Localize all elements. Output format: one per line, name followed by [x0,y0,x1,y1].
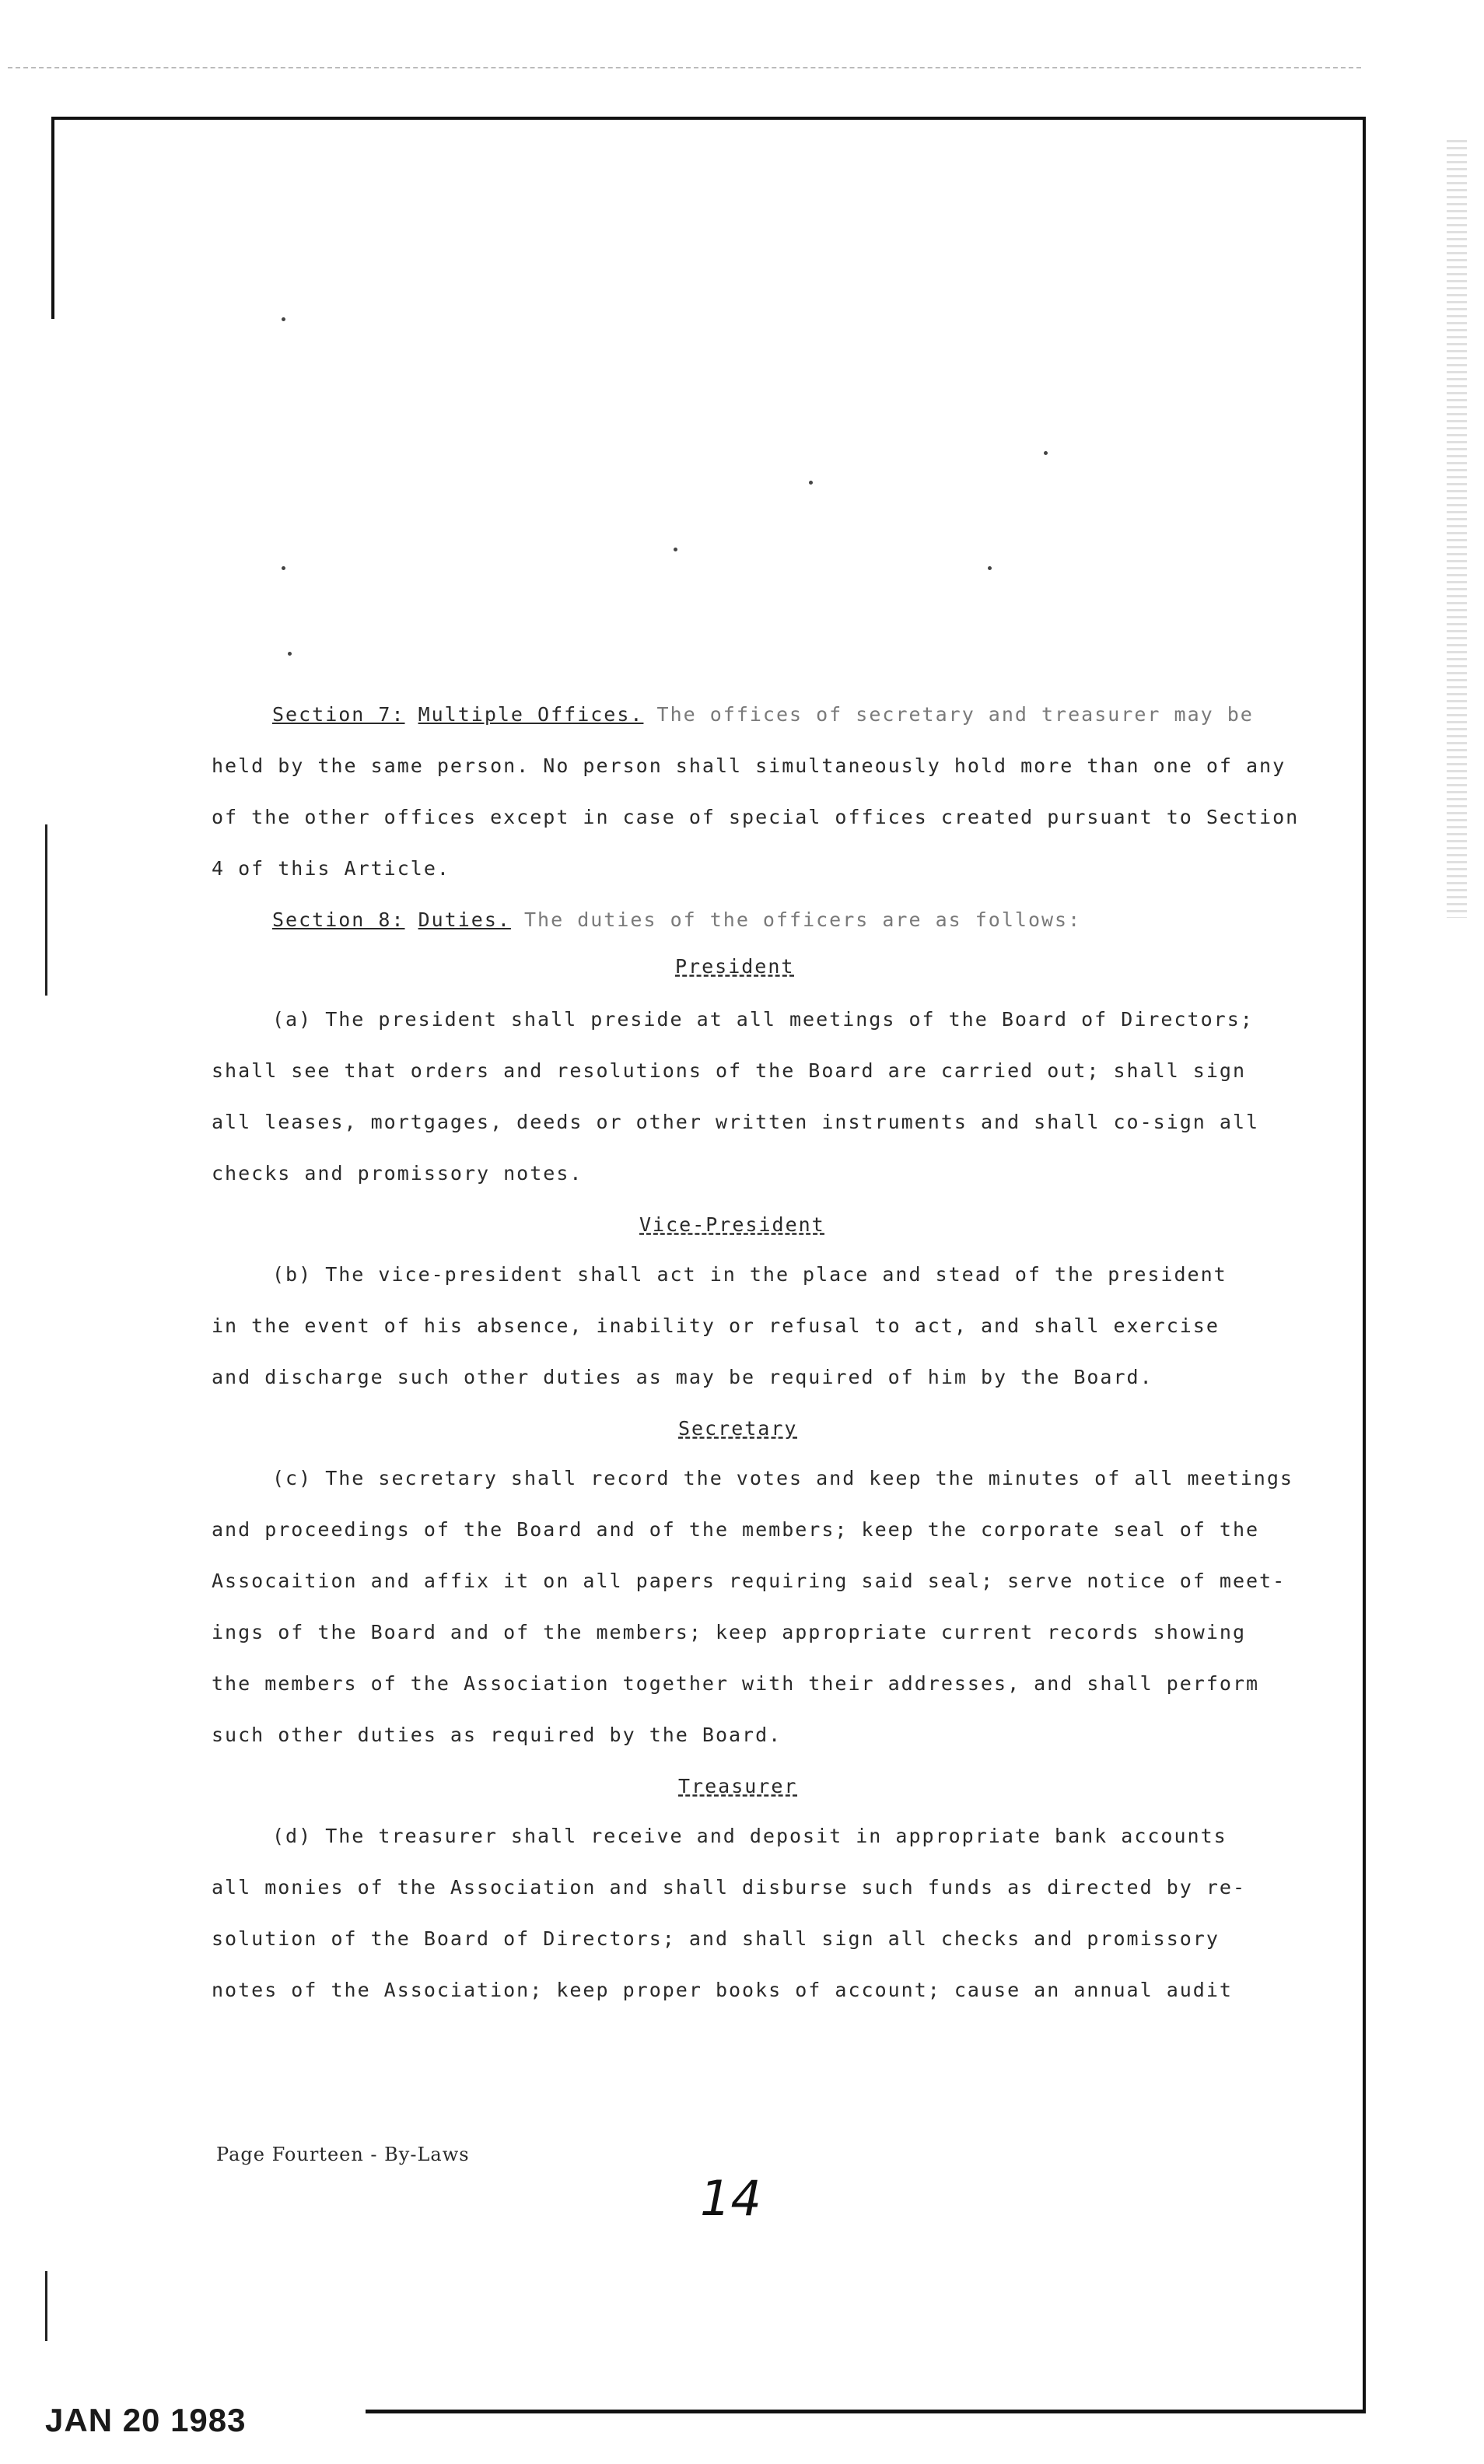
speck [282,317,285,321]
speck [1044,451,1048,455]
text-line: and discharge such other duties as may be required of him by the Board. [212,1366,1153,1388]
section-8-title: Duties. [418,908,511,931]
text-line: (d) The treasurer shall receive and deposit in appropriate bank accounts [272,1825,1227,1847]
text-line: Assocaition and affix it on all papers requiring said seal; serve notice of meet- [212,1570,1286,1592]
speck [988,566,992,570]
president-heading: President [675,955,795,978]
text-line: and proceedings of the Board and of the members; keep the corporate seal of the [212,1518,1260,1541]
date-stamp: JAN 20 1983 [45,2402,247,2438]
page-border-top [51,117,1366,120]
text-line: in the event of his absence, inability or refusal to act, and shall exercise [212,1314,1220,1337]
vice-president-heading: Vice-President [639,1213,825,1236]
text-line: ings of the Board and of the members; keep appropriate current records showing [212,1621,1246,1643]
page-footer: Page Fourteen - By-Laws [216,2144,470,2165]
speck [809,481,813,485]
text-line: the members of the Association together with their addresses, and shall perform [212,1672,1260,1695]
text-line: all monies of the Association and shall disburse such funds as directed by re- [212,1876,1246,1899]
section-7-text: The offices of secretary and treasurer may be [656,703,1254,726]
text-line: notes of the Association; keep proper books of account; cause an annual audit [212,1979,1233,2001]
treasurer-heading: Treasurer [678,1775,798,1797]
speck [282,566,285,570]
page-number: 14 [700,2170,761,2227]
text-line: such other duties as required by the Board. [212,1724,782,1746]
text-line: of the other offices except in case of special offices created pursuant to Section [212,806,1300,828]
secretary-heading: Secretary [678,1417,798,1440]
text-line: (c) The secretary shall record the votes and keep the minutes of all meetings [272,1467,1293,1489]
text-line: 4 of this Article. [212,857,450,880]
section-8-text: The duties of the officers are as follows: [524,908,1082,931]
section-8-label: Section 8: [272,908,405,931]
margin-mark [45,2271,47,2341]
text-line: (b) The vice-president shall act in the place and stead of the president [272,1263,1227,1286]
text-line: all leases, mortgages, deeds or other written instruments and shall co-sign all [212,1111,1260,1133]
speck [674,548,677,551]
scan-edge-top [8,67,1361,68]
speck [288,652,292,656]
scan-edge-right [1447,140,1467,918]
text-line: (a) The president shall preside at all meetings of the Board of Directors; [272,1008,1254,1031]
section-7-heading-line [272,702,1254,728]
text-line: shall see that orders and resolutions of the Board are carried out; shall sign [212,1059,1246,1082]
section-7-label: Section 7: [272,703,405,726]
page-border-bottom [366,2410,1366,2413]
section-8-heading-line [272,907,1081,933]
text-line: solution of the Board of Directors; and shall sign all checks and promissory [212,1927,1220,1950]
page-border-right [1363,117,1366,2411]
text-line: checks and promissory notes. [212,1162,583,1185]
margin-mark [45,824,47,996]
text-line: held by the same person. No person shall simultaneously hold more than one of any [212,754,1286,777]
section-7-title: Multiple Offices. [418,703,644,726]
page-border-left [51,117,54,319]
